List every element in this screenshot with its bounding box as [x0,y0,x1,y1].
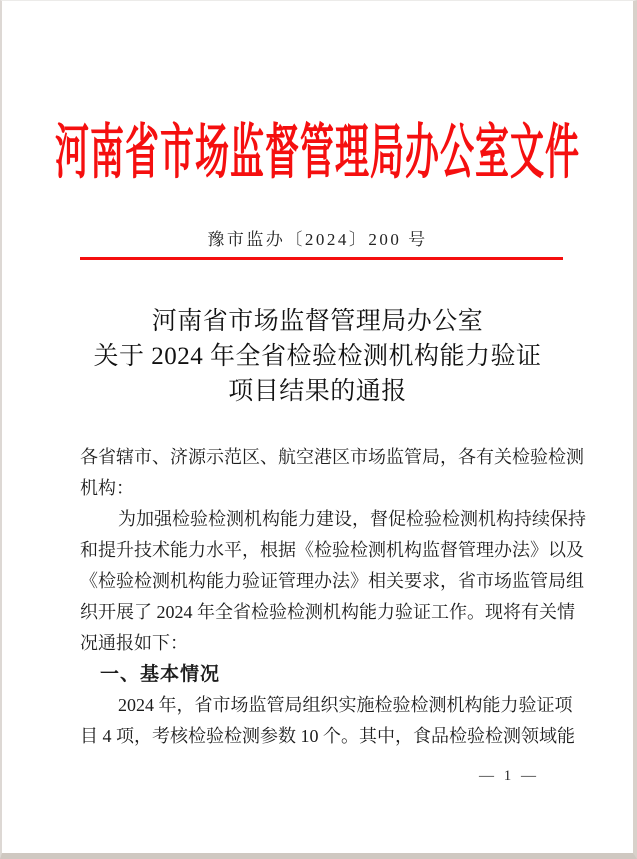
body-line: 2024 年，省市场监管局组织实施检验检测机构能力验证项 [118,695,573,715]
red-divider-line [80,257,563,260]
body-line: 和提升技术能力水平，根据《检验检测机构监督管理办法》以及 [80,540,584,560]
body-line: 目 4 项，考核检验检测参数 10 个。其中，食品检验检测领域能 [80,726,575,746]
document-title-line-1: 河南省市场监督管理局办公室 [151,308,484,335]
document-title-line-3: 项目结果的通报 [228,378,407,405]
body-line: 织开展了 2024 年全省检验检测机构能力验证工作。现将有关情 [80,602,575,622]
document-title [2,304,633,409]
document-body [80,442,586,752]
page-number: — 1 — [479,768,539,784]
body-line-salutation-end: 机构： [80,478,134,498]
body-line: 为加强检验检测机构能力建设，督促检验检测机构持续保持 [118,509,586,529]
document-reference-number: 豫市监办〔2024〕200 号 [207,230,428,249]
body-line: 《检验检测机构能力验证管理办法》相关要求，省市场监管局组 [80,571,584,591]
body-line-salutation: 各省辖市、济源示范区、航空港区市场监管局，各有关检验检测 [80,447,584,467]
section-heading-basic-situation: 一、基本情况 [100,664,221,685]
red-letterhead-title: 河南省市场监督管理局办公室文件 [55,121,580,187]
document-title-line-2: 关于 2024 年全省检验检测机构能力验证 [93,343,542,370]
body-line: 况通报如下： [80,633,188,653]
